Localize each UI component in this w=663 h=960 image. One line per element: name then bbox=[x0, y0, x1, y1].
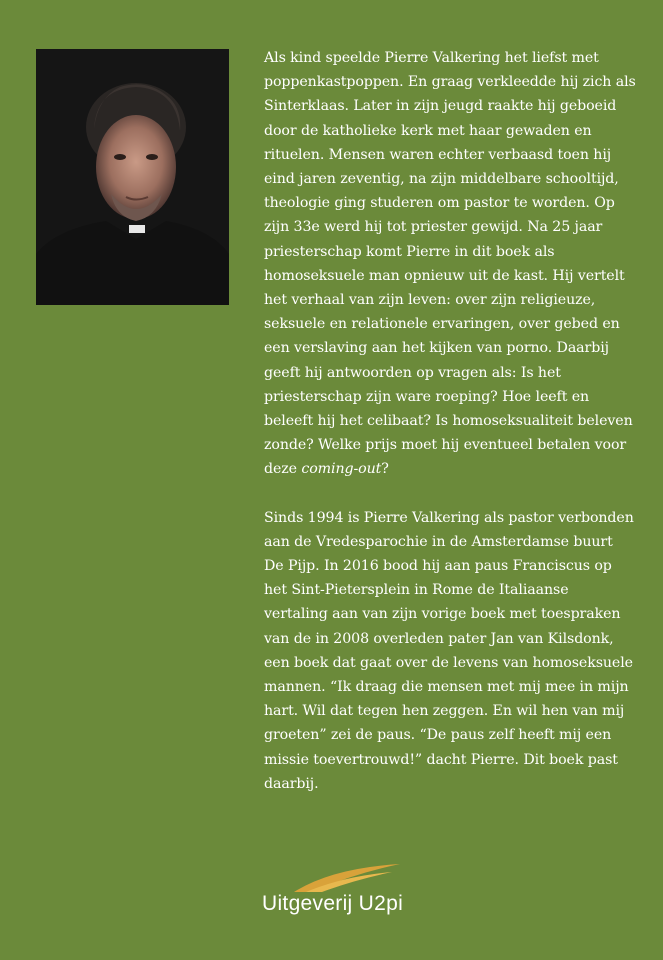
author-portrait-image bbox=[36, 49, 229, 305]
publisher-name: Uitgeverij U2pi bbox=[262, 892, 404, 915]
blurb-italic-term: coming-out bbox=[301, 461, 382, 478]
back-cover-blurb bbox=[264, 46, 636, 796]
swoosh-icon bbox=[292, 862, 402, 894]
blurb-paragraph-1-text: Als kind speelde Pierre Valkering het liefst met poppenkastpoppen. En graag verkleedde hij zich als Sinterklaas. Later in zijn jeugd raakte hij geboeid door de katholieke kerk met haar gewaden en rituelen. Mensen waren echter verbaasd toen hij eind jaren zeventig, na zijn middelbare schooltijd, theologie ging studeren om pastor te worden. Op zijn 33e werd hij tot priester gewijd. Na 25 jaar priesterschap komt Pierre in dit boek als homoseksuele man opnieuw uit de kast. Hij vertelt het verhaal van zijn leven: over zijn religieuze, seksuele en relationele ervaringen, over gebed en een verslaving aan het kijken van porno. Daarbij geeft hij antwoorden op vragen als: Is het priesterschap zijn ware roeping? Hoe leeft en beleeft hij het celibaat? Is homoseksualiteit beleven zonde? Welke prijs moet hij eventueel betalen voor deze bbox=[264, 50, 636, 478]
blurb-paragraph-1-end: ? bbox=[381, 461, 389, 478]
author-photo bbox=[36, 49, 229, 305]
blurb-paragraph-1 bbox=[264, 46, 636, 482]
blurb-paragraph-2: Sinds 1994 is Pierre Valkering als pastor verbonden aan de Vredesparochie in de Amsterdamse buurt De Pijp. In 2016 bood hij aan paus Franciscus op het Sint-Pietersplein in Rome de Italiaanse vertaling aan van zijn vorige boek met toespraken van de in 2008 overleden pater Jan van Kilsdonk, een boek dat gaat over de levens van homoseksuele mannen. “Ik draag die mensen met mij mee in mijn hart. Wil dat tegen hen zeggen. En wil hen van mij groeten” zei de paus. “De paus zelf heeft mij een missie toevertrouwd!” dacht Pierre. Dit boek past daarbij. bbox=[264, 509, 634, 792]
publisher-logo bbox=[262, 862, 422, 922]
